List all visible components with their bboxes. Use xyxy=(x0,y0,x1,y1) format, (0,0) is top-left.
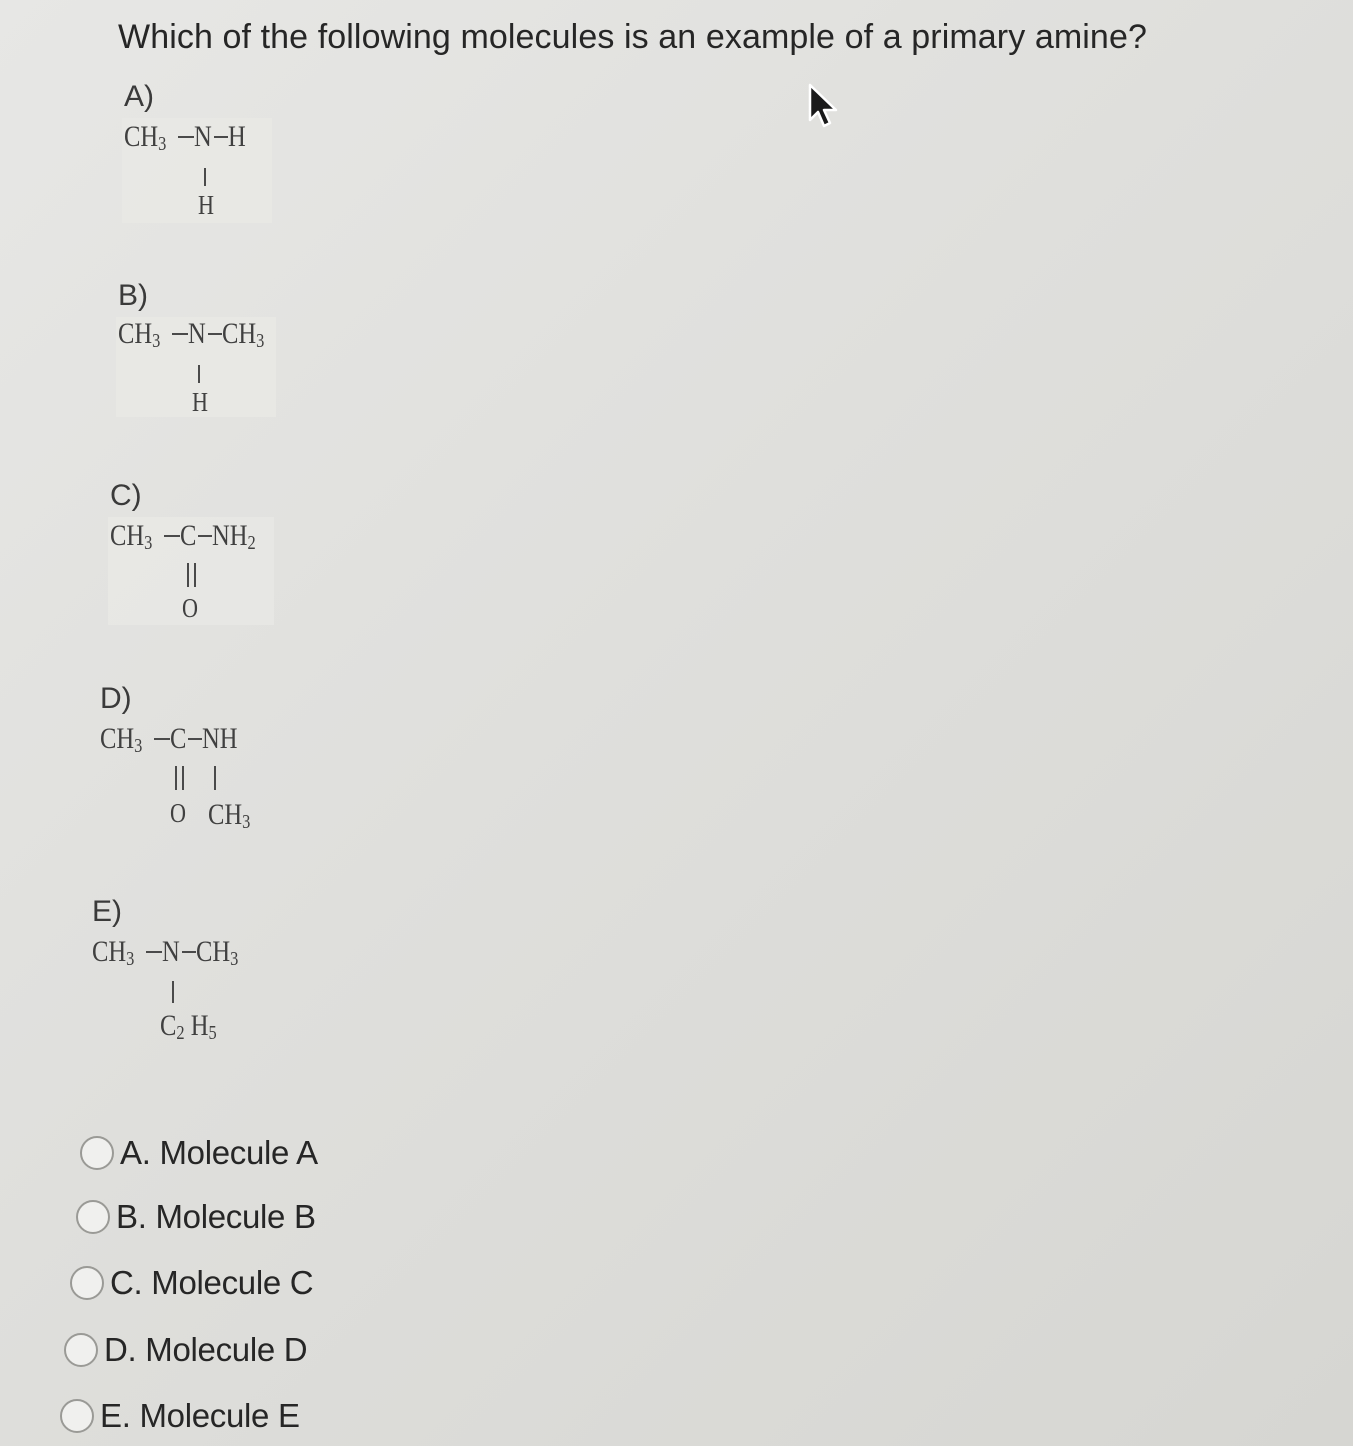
option-e[interactable] xyxy=(60,1397,300,1435)
option-a[interactable] xyxy=(80,1134,318,1172)
below-group: O xyxy=(182,593,198,623)
center-atom: N xyxy=(162,935,180,968)
right-group: NH xyxy=(202,722,238,755)
molecule-d xyxy=(98,680,298,840)
molecule-label: A) xyxy=(124,80,154,113)
option-label: B. Molecule B xyxy=(116,1198,316,1235)
question-text: Which of the following molecules is an example of a primary amine? xyxy=(118,18,1147,56)
mouse-pointer-icon xyxy=(806,82,842,130)
option-b[interactable] xyxy=(76,1198,316,1236)
below-group: $C_2$ $H_5$ xyxy=(160,1009,217,1044)
below-group: O xyxy=(170,798,186,828)
molecule-label: E) xyxy=(92,895,122,928)
option-label: D. Molecule D xyxy=(104,1331,308,1368)
left-group: $CH_3$ xyxy=(124,120,167,155)
right-group: $CH_3$ xyxy=(196,935,239,970)
option-label: E. Molecule E xyxy=(100,1397,300,1434)
right-group: H xyxy=(228,120,246,153)
below-group: H xyxy=(198,190,214,220)
left-group: $CH_3$ xyxy=(92,935,135,970)
below-group-2: $CH_3$ xyxy=(208,798,251,833)
center-atom: N xyxy=(188,317,206,350)
radio-button[interactable] xyxy=(60,1399,94,1433)
radio-button[interactable] xyxy=(80,1136,114,1170)
molecule-label: B) xyxy=(118,279,148,312)
right-group: $CH_3$ xyxy=(222,317,265,352)
center-atom: C xyxy=(180,519,197,552)
option-d[interactable] xyxy=(64,1331,307,1369)
radio-button[interactable] xyxy=(76,1200,110,1234)
molecule-label: D) xyxy=(100,682,132,715)
right-group: $NH_2$ xyxy=(212,519,256,554)
left-group: $CH_3$ xyxy=(110,519,153,554)
radio-button[interactable] xyxy=(70,1266,104,1300)
left-group: $CH_3$ xyxy=(118,317,161,352)
option-c[interactable] xyxy=(70,1264,313,1302)
molecule-label: C) xyxy=(110,479,142,512)
below-group: H xyxy=(192,387,208,417)
center-atom: N xyxy=(194,120,212,153)
left-group: $CH_3$ xyxy=(100,722,143,757)
molecule-e xyxy=(90,893,290,1053)
radio-button[interactable] xyxy=(64,1333,98,1367)
molecule-b xyxy=(116,277,306,427)
molecule-c xyxy=(108,477,308,637)
center-atom: C xyxy=(170,722,187,755)
molecule-a xyxy=(122,78,292,228)
option-label: C. Molecule C xyxy=(110,1264,314,1301)
option-label: A. Molecule A xyxy=(120,1134,318,1171)
